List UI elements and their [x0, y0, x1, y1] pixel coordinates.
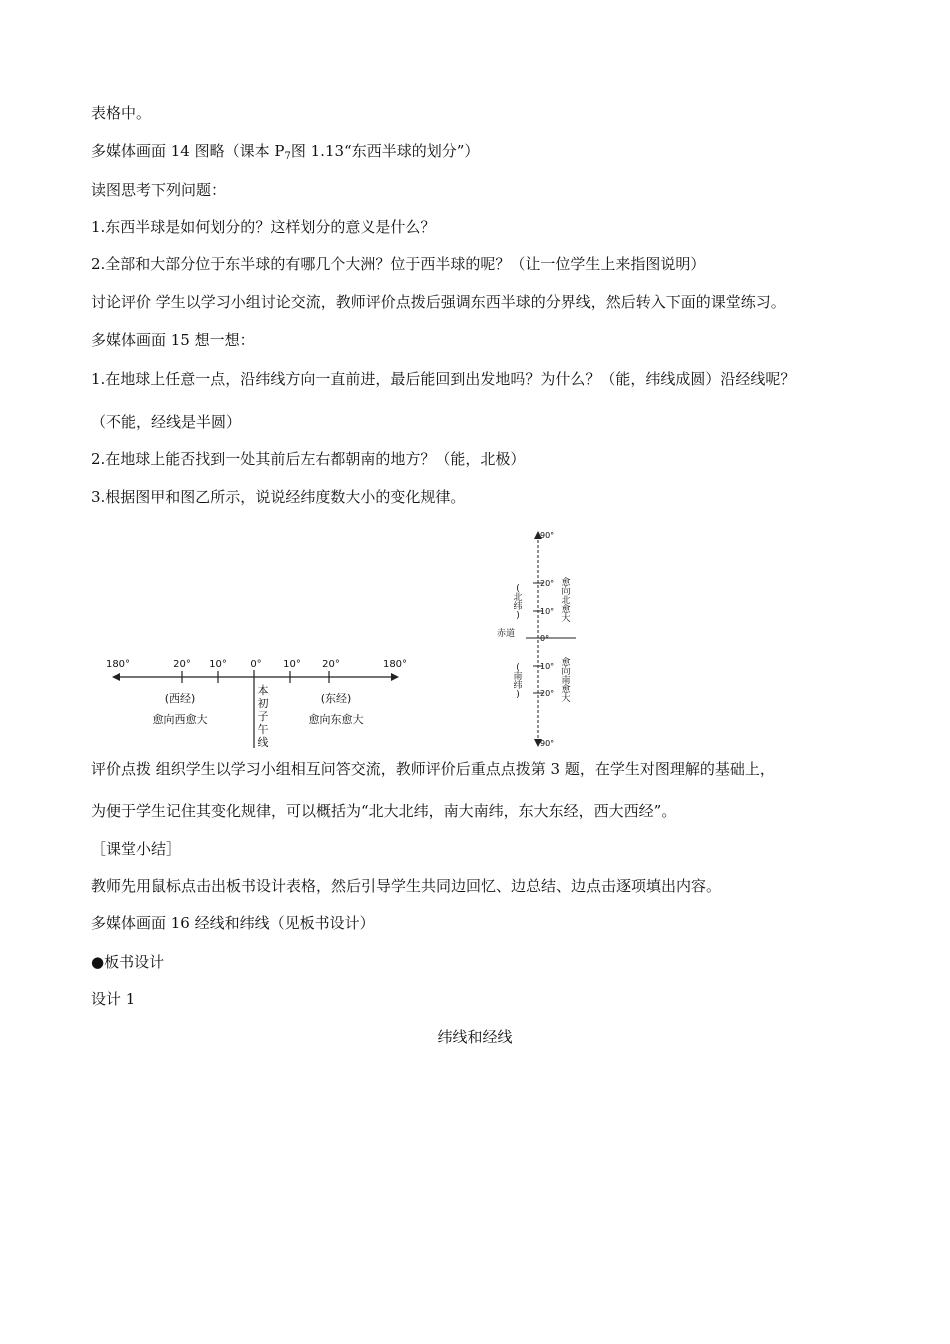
- east-longitude-label: (东经): [320, 692, 352, 705]
- p2-page-subscript: 7: [284, 151, 291, 162]
- paragraph-multimedia-15: 多媒体画面 15 想一想：: [91, 331, 255, 349]
- meridian-char: 子: [257, 710, 269, 723]
- paragraph-1: 表格中。: [91, 104, 152, 122]
- arrow-left-icon: [112, 673, 120, 681]
- north-desc-char: 愈: [561, 578, 571, 588]
- tick-label-w10: 10°: [209, 659, 227, 670]
- tick-label-s10: 10°: [540, 662, 555, 671]
- paragraph-multimedia-16: 多媒体画面 16 经线和纬线（见板书设计）: [91, 914, 375, 932]
- east-longitude-desc: 愈向东愈大: [308, 713, 364, 726]
- tick-label-e180: 180°: [382, 659, 408, 670]
- south-desc-char: 愈: [561, 658, 571, 668]
- longitude-diagram: [100, 650, 420, 752]
- tick-label-e10: 10°: [283, 659, 301, 670]
- north-desc-char: 向: [561, 587, 571, 597]
- tick-label-s90: 90°: [540, 739, 555, 748]
- latitude-diagram: [494, 527, 584, 749]
- board-design-heading: [91, 952, 164, 972]
- think-answer-1: （不能，经线是半圆）: [91, 413, 242, 431]
- tick-label-n20: 20°: [540, 579, 555, 588]
- north-desc-char: 大: [561, 614, 571, 624]
- paragraph-multimedia-14: [91, 141, 479, 161]
- meridian-char: 午: [257, 723, 269, 736]
- design-1-label: 设计 1: [91, 990, 136, 1008]
- north-latitude-char: (: [516, 584, 520, 594]
- section-class-summary: ［课堂小结］: [91, 840, 182, 858]
- south-desc-char: 南: [561, 676, 571, 686]
- discussion-paragraph: 讨论评价 学生以学习小组讨论交流，教师评价点拨后强调东西半球的分界线，然后转入下面的课堂练习。: [91, 293, 786, 311]
- evaluation-paragraph: 评价点拨 组织学生以学习小组相互问答交流，教师评价后重点点拨第 3 题，在学生对图理解的基础上，: [91, 760, 775, 778]
- board-title: 纬线和经线: [437, 1028, 513, 1046]
- south-latitude-char: (: [516, 663, 520, 673]
- south-latitude-char: 纬: [513, 681, 523, 691]
- summary-paragraph: 教师先用鼠标点击出板书设计表格，然后引导学生共同边回忆、边总结、边点击逐项填出内容。: [91, 877, 722, 895]
- south-desc-char: 大: [561, 694, 571, 704]
- south-latitude-char: 南: [513, 672, 523, 682]
- arrow-right-icon: [391, 673, 399, 681]
- meridian-char: 初: [257, 697, 269, 710]
- tick-label-n10: 10°: [540, 607, 555, 616]
- question-2: 2.全部和大部分位于东半球的有哪几个大洲？位于西半球的呢？（让一位学生上来指图说明）: [91, 255, 706, 273]
- tick-label-n90: 90°: [540, 531, 555, 540]
- north-latitude-char: 纬: [513, 602, 523, 612]
- north-latitude-char: 北: [513, 593, 523, 603]
- tick-label-w180: 180°: [105, 659, 131, 670]
- think-question-1: 1.在地球上任意一点，沿纬线方向一直前进，最后能回到出发地吗？为什么？（能，纬线成圆）沿经线呢？: [91, 370, 796, 388]
- p2-text-a: 多媒体画面 14 图略（课本 P: [91, 142, 285, 160]
- south-desc-char: 愈: [561, 685, 571, 695]
- west-longitude-label: (西经): [164, 692, 196, 705]
- north-latitude-char: ): [516, 611, 520, 621]
- paragraph-3: 读图思考下列问题：: [91, 181, 227, 199]
- tick-label-w20: 20°: [173, 659, 191, 670]
- equator-label: 赤道: [497, 629, 516, 639]
- tick-label-s20: 20°: [540, 689, 555, 698]
- north-desc-char: 北: [561, 596, 571, 606]
- summary-rule-paragraph: 为便于学生记住其变化规律，可以概括为“北大北纬，南大南纬，东大东经，西大西经”。: [91, 802, 677, 820]
- south-desc-char: 向: [561, 667, 571, 677]
- think-question-2: 2.在地球上能否找到一处其前后左右都朝南的地方？（能，北极）: [91, 450, 526, 468]
- meridian-char: 线: [257, 736, 269, 749]
- meridian-char: 本: [257, 684, 269, 697]
- question-1: 1.东西半球是如何划分的？这样划分的意义是什么？: [91, 218, 436, 236]
- west-longitude-desc: 愈向西愈大: [152, 713, 208, 726]
- p2-text-b: 图 1.13“东西半球的划分”）: [290, 142, 480, 160]
- board-design-label: 板书设计: [104, 953, 165, 971]
- bullet-icon: ●: [91, 953, 105, 971]
- think-question-3: 3.根据图甲和图乙所示，说说经纬度数大小的变化规律。: [91, 488, 466, 506]
- north-desc-char: 愈: [561, 605, 571, 615]
- tick-label-0: 0°: [250, 659, 262, 670]
- south-latitude-char: ): [516, 690, 520, 700]
- tick-label-e20: 20°: [322, 659, 340, 670]
- tick-label-0: 0°: [540, 634, 550, 643]
